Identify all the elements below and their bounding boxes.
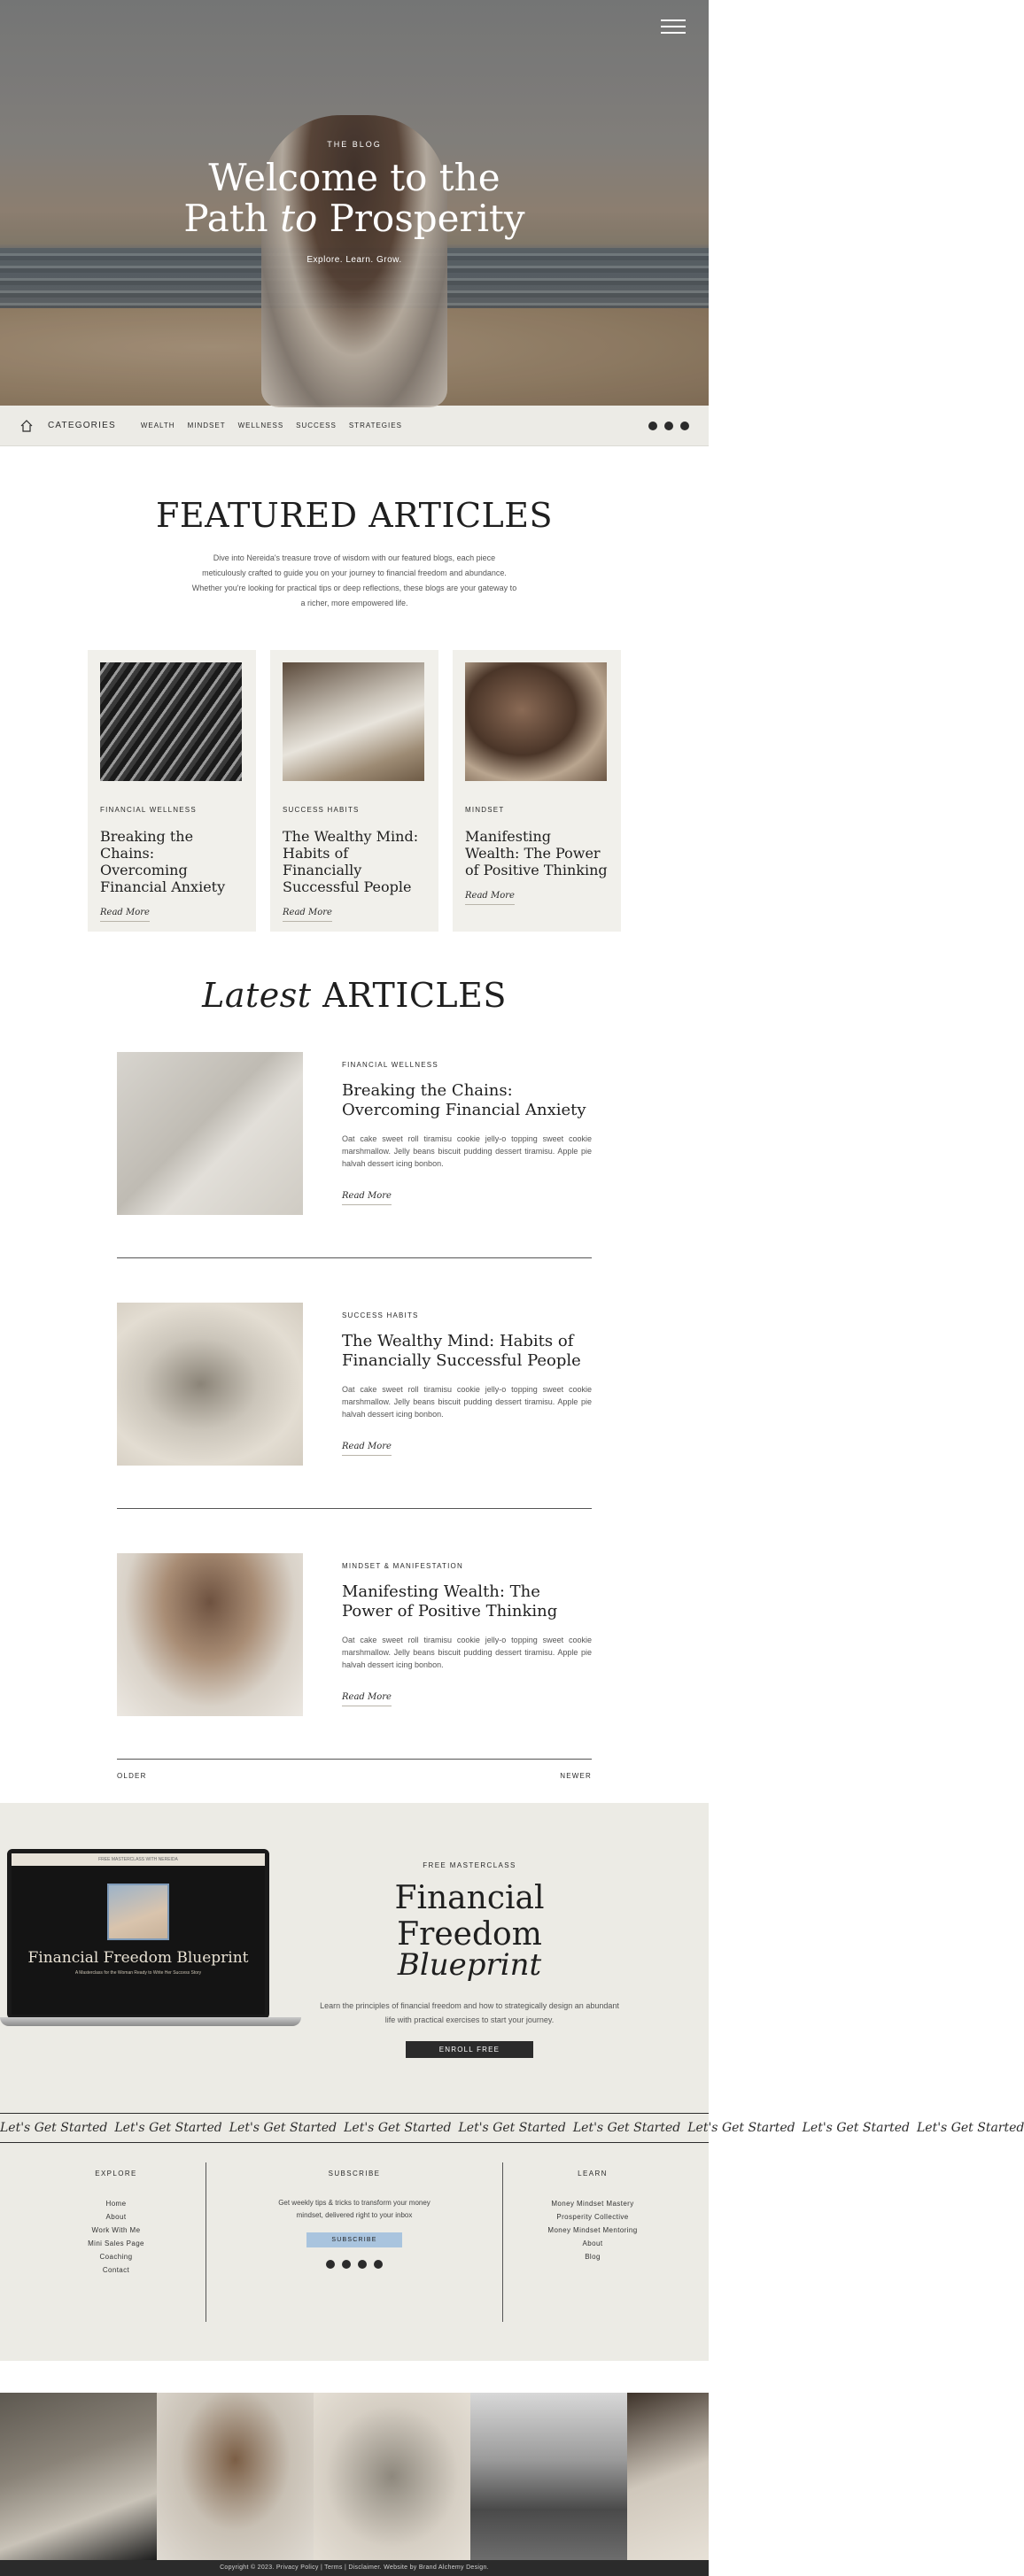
article-excerpt: Oat cake sweet roll tiramisu cookie jelly-o topping sweet cookie marshmallow. Jelly beans biscuit pudding dessert tiramisu. Apple pie halvah dessert icing bonbon.: [342, 1385, 592, 1419]
footer-link-blog[interactable]: Blog: [585, 2253, 601, 2261]
article-image-beach-blanket[interactable]: [117, 1303, 303, 1466]
article-image-woman-hair[interactable]: [117, 1553, 303, 1716]
marquee-item: Let's Get Started: [229, 2121, 337, 2135]
article-category: SUCCESS HABITS: [342, 1311, 419, 1319]
hero-text: [0, 140, 709, 265]
card-title[interactable]: The Wealthy Mind: Habits of Financially Successful People: [283, 828, 419, 895]
featured-card[interactable]: [88, 650, 256, 932]
category-bar: [0, 406, 709, 446]
header-social-icons: [648, 422, 689, 430]
footer-link-prosperity-collective[interactable]: Prosperity Collective: [556, 2213, 629, 2221]
laptop-mockup: [0, 1849, 301, 2035]
spotify-icon[interactable]: [374, 2260, 383, 2269]
card-title[interactable]: Breaking the Chains: Overcoming Financial Anxiety: [100, 828, 226, 895]
featured-card[interactable]: [270, 650, 438, 932]
card-category: FINANCIAL WELLNESS: [100, 806, 197, 814]
featured-articles-section: [0, 446, 709, 967]
pagination: [117, 1772, 592, 1799]
marquee-item: Let's Get Started: [572, 2121, 681, 2135]
footer-heading: EXPLORE: [95, 2170, 137, 2178]
footer-link-home[interactable]: Home: [105, 2200, 127, 2208]
marquee-item: Let's Get Started: [344, 2121, 452, 2135]
masterclass-title: Financial Freedom: [394, 1880, 545, 1953]
read-more-link[interactable]: Read More: [342, 1191, 392, 1205]
marquee-item: Let's Get Started: [458, 2121, 566, 2135]
gallery-image-women-dog[interactable]: [470, 2393, 627, 2560]
subscribe-description: Get weekly tips & tricks to transform your money mindset, delivered right to your inbox: [278, 2199, 431, 2219]
category-link-success[interactable]: SUCCESS: [296, 422, 337, 429]
footer-link-mini-sales-page[interactable]: Mini Sales Page: [88, 2239, 144, 2247]
category-link-wealth[interactable]: WEALTH: [140, 422, 175, 429]
latest-article[interactable]: [117, 1553, 592, 1760]
article-excerpt: Oat cake sweet roll tiramisu cookie jelly-o topping sweet cookie marshmallow. Jelly beans biscuit pudding dessert tiramisu. Apple pie halvah dessert icing bonbon.: [342, 1134, 592, 1168]
article-excerpt: Oat cake sweet roll tiramisu cookie jelly-o topping sweet cookie marshmallow. Jelly beans biscuit pudding dessert tiramisu. Apple pie halvah dessert icing bonbon.: [342, 1636, 592, 1669]
instagram-icon[interactable]: [648, 422, 657, 430]
masterclass-body: [319, 1861, 620, 2058]
card-category: SUCCESS HABITS: [283, 806, 360, 814]
footer-heading: SUBSCRIBE: [328, 2170, 381, 2178]
laptop-screen: [7, 1849, 269, 2019]
pinterest-icon[interactable]: [342, 2260, 351, 2269]
hero-eyebrow: THE BLOG: [327, 140, 382, 149]
read-more-link[interactable]: Read More: [465, 891, 515, 905]
lets-get-started-marquee[interactable]: [0, 2113, 1024, 2143]
linkedin-icon[interactable]: [664, 422, 673, 430]
read-more-link[interactable]: Read More: [100, 908, 150, 922]
card-title[interactable]: Manifesting Wealth: The Power of Positive Thinking: [465, 828, 608, 878]
latest-articles-section: [0, 967, 709, 1799]
older-link[interactable]: OLDER: [117, 1772, 147, 1780]
article-title[interactable]: Breaking the Chains: Overcoming Financial Anxiety: [342, 1081, 586, 1119]
read-more-link[interactable]: Read More: [283, 908, 332, 922]
gallery-image-shoes[interactable]: [0, 2393, 157, 2560]
category-link-mindset[interactable]: MINDSET: [187, 422, 226, 429]
instagram-gallery: [0, 2393, 709, 2560]
enroll-free-button[interactable]: ENROLL FREE: [406, 2041, 533, 2058]
card-category: MINDSET: [465, 806, 505, 814]
home-icon[interactable]: [19, 419, 34, 433]
featured-cards: [0, 650, 709, 932]
featured-card[interactable]: [453, 650, 621, 932]
marquee-item: Let's Get Started: [802, 2121, 910, 2135]
footer-link-about[interactable]: About: [105, 2213, 127, 2221]
footer-link-money-mindset-mentoring[interactable]: Money Mindset Mentoring: [547, 2226, 638, 2234]
categories-label: CATEGORIES: [48, 421, 116, 430]
footer-link-contact[interactable]: Contact: [102, 2266, 130, 2274]
newer-link[interactable]: NEWER: [560, 1772, 592, 1780]
featured-title: FEATURED ARTICLES: [155, 496, 554, 535]
hero-subtitle: Explore. Learn. Grow.: [306, 255, 402, 265]
article-category: FINANCIAL WELLNESS: [342, 1061, 438, 1069]
marquee-item: Let's Get Started: [0, 2121, 108, 2135]
category-link-wellness[interactable]: WELLNESS: [237, 422, 284, 429]
screen-strip: FREE MASTERCLASS WITH NEREIDA: [12, 1853, 265, 1866]
featured-description: Dive into Nereida's treasure trove of wisdom with our featured blogs, each piece meticulously crafted to guide you on your journey to financial freedom and abundance. Whether you're looking for practical tips or deep reflections, these blogs are your gateway to a richer, more empowered life.: [191, 553, 517, 607]
footer: [0, 2143, 709, 2361]
latest-list: [117, 1052, 592, 1760]
gallery-image-blanket[interactable]: [314, 2393, 470, 2560]
footer-learn: [503, 2162, 682, 2361]
masterclass-script-title: Blueprint: [397, 1947, 542, 1983]
linkedin-icon[interactable]: [358, 2260, 367, 2269]
subscribe-button[interactable]: SUBSCRIBE: [306, 2232, 401, 2247]
footer-link-money-mindset-mastery[interactable]: Money Mindset Mastery: [551, 2200, 634, 2208]
marquee-item: Let's Get Started: [114, 2121, 222, 2135]
copyright-bar: Copyright © 2023. Privacy Policy | Terms | Disclaimer. Website by Brand Alchemy Design.: [0, 2560, 709, 2576]
gallery-image-woman-back[interactable]: [157, 2393, 314, 2560]
laptop-base: [0, 2017, 301, 2026]
footer-heading: LEARN: [578, 2170, 608, 2178]
marquee-item: Let's Get Started: [917, 2121, 1024, 2135]
masterclass-section: [0, 1803, 709, 2113]
latest-article[interactable]: [117, 1052, 592, 1258]
hamburger-icon[interactable]: [661, 19, 686, 34]
hero-banner: [0, 0, 709, 406]
footer-explore: [27, 2162, 206, 2361]
article-title[interactable]: Manifesting Wealth: The Power of Positive Thinking: [342, 1582, 558, 1621]
screen-subtitle: A Masterclass for the Woman Ready to Write Her Success Story: [74, 1970, 202, 1976]
footer-link-about[interactable]: About: [582, 2239, 603, 2247]
marquee-item: Let's Get Started: [687, 2121, 795, 2135]
footer-link-coaching[interactable]: Coaching: [99, 2253, 133, 2261]
pinterest-icon[interactable]: [680, 422, 689, 430]
gallery-image-woman-window[interactable]: [627, 2393, 709, 2560]
read-more-link[interactable]: Read More: [342, 1692, 392, 1706]
category-link-strategies[interactable]: STRATEGIES: [348, 422, 402, 429]
latest-article[interactable]: [117, 1303, 592, 1509]
card-image-sequin-woman[interactable]: [465, 662, 607, 781]
masterclass-description: Learn the principles of financial freedom and how to strategically design an abundant life with practical exercises to start your journey.: [320, 2001, 619, 2024]
screen-title: Financial Freedom Blueprint: [27, 1949, 249, 1967]
card-image-money[interactable]: [100, 662, 242, 781]
footer-subscribe: [206, 2162, 502, 2361]
read-more-link[interactable]: Read More: [342, 1442, 392, 1456]
article-title[interactable]: The Wealthy Mind: Habits of Financially Successful People: [342, 1332, 581, 1370]
category-links: [141, 422, 648, 429]
footer-link-work-with-me[interactable]: Work With Me: [91, 2226, 141, 2234]
article-category: MINDSET & MANIFESTATION: [342, 1562, 463, 1570]
hero-title: Welcome to the Path to Prosperity: [183, 156, 525, 240]
screen-photo: [107, 1884, 169, 1940]
masterclass-eyebrow: FREE MASTERCLASS: [423, 1861, 516, 1869]
card-image-beach-woman[interactable]: [283, 662, 424, 781]
instagram-icon[interactable]: [326, 2260, 335, 2269]
article-image-hand-money[interactable]: [117, 1052, 303, 1215]
latest-title: Latest ARTICLES: [202, 976, 507, 1015]
footer-social-icons: [206, 2260, 502, 2269]
